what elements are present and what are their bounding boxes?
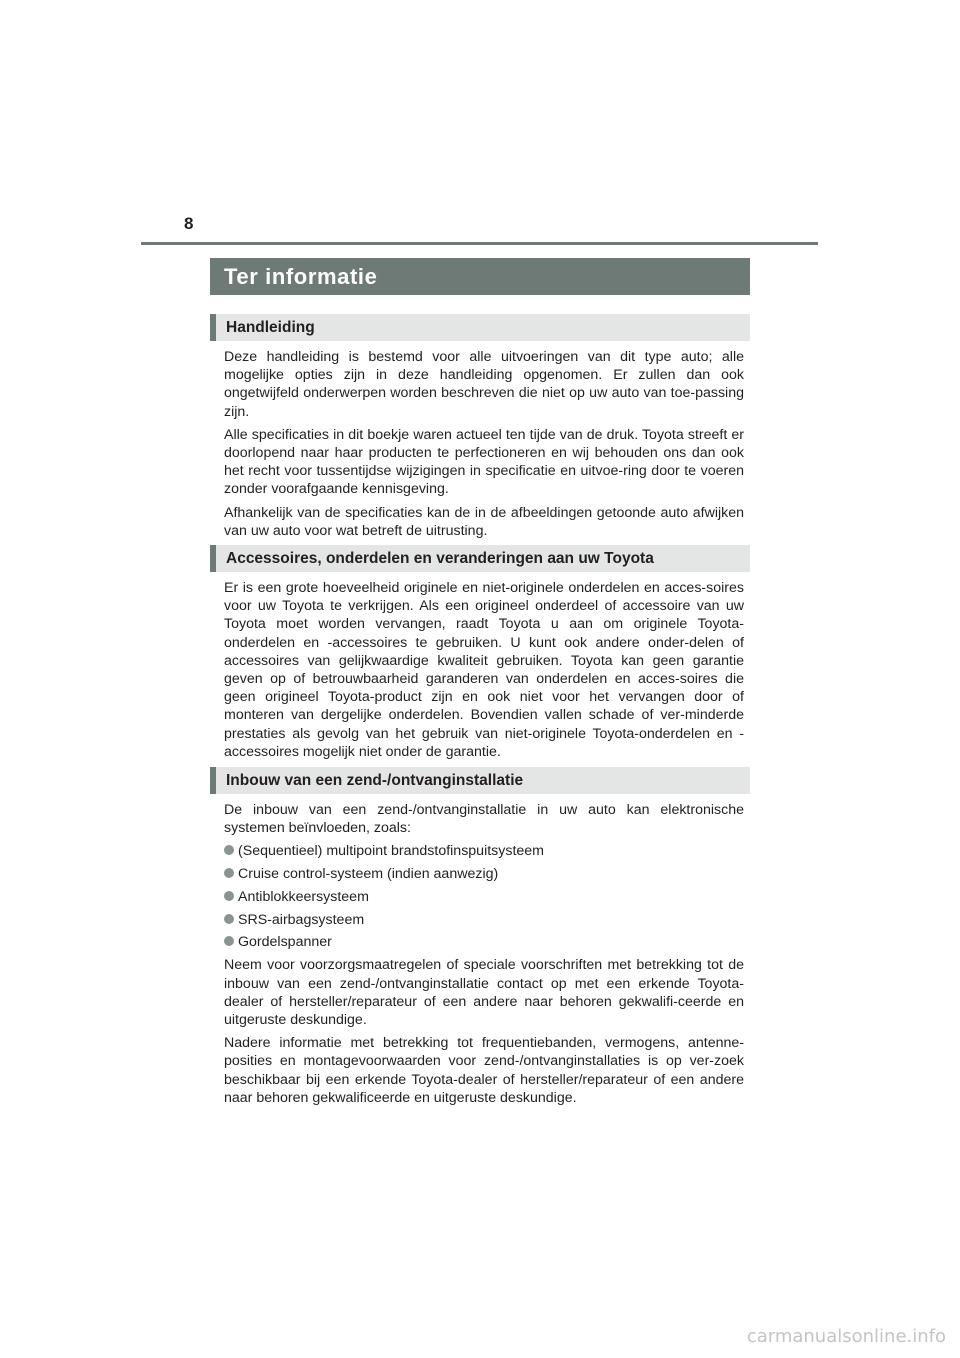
list-item-text: Cruise control-systeem (indien aanwezig) — [238, 866, 499, 883]
page-title: Ter informatie — [210, 258, 750, 295]
bullet-icon — [224, 936, 234, 946]
page-number: 8 — [184, 214, 194, 233]
bullet-icon — [224, 868, 234, 878]
header-rule — [141, 242, 818, 245]
section-heading-inbouw — [210, 767, 750, 794]
bullet-list — [224, 842, 744, 951]
section-heading-label: Handleiding — [226, 319, 315, 336]
section-heading-label: Inbouw van een zend-/ontvanginstallatie — [226, 772, 524, 789]
list-item — [224, 888, 744, 906]
section-heading-accessoires — [210, 545, 750, 572]
section-body-handleiding — [224, 348, 744, 545]
bullet-icon — [224, 845, 234, 855]
section-heading-label: Accessoires, onderdelen en veranderingen aan uw Toyota — [226, 550, 654, 567]
section-body-inbouw — [224, 801, 744, 1112]
list-item-text: (Sequentieel) multipoint brandstofinspuitsysteem — [238, 843, 544, 860]
watermark: carmanualsonline.info — [746, 1326, 946, 1347]
paragraph-intro: De inbouw van een zend-/ontvanginstallatie in uw auto kan elektronische systemen beïnvloeden, zoals: — [224, 802, 744, 837]
paragraph: Alle specificaties in dit boekje waren actueel ten tijde van de druk. Toyota streeft er doorlopend naar haar producten te perfectioneren en wij behouden ons dan ook het recht voor tussentijdse wijzigingen in specificatie en uitvoe-ring door te voeren zonder voorafgaande kennisgeving. — [224, 426, 744, 498]
section-heading-handleiding — [210, 314, 750, 341]
paragraph: Afhankelijk van de specificaties kan de in de afbeeldingen getoonde auto afwijken van uw auto voor wat betreft de uitrusting. — [224, 504, 744, 539]
list-item — [224, 842, 744, 860]
bullet-icon — [224, 914, 234, 924]
list-item — [224, 933, 744, 951]
list-item — [224, 865, 744, 883]
list-item-text: Antiblokkeersysteem — [238, 888, 369, 905]
paragraph: Nadere informatie met betrekking tot frequentiebanden, vermogens, antenne-posities en montagevoorwaarden voor zend-/ontvanginstallaties is op ver-zoek beschikbaar bij een erkende Toyota-dealer of hersteller/reparateur of een andere naar behoren gekwalificeerde en uitgeruste deskundige. — [224, 1035, 744, 1106]
list-item-text: SRS-airbagsysteem — [238, 911, 365, 928]
list-item — [224, 911, 744, 929]
list-item-text: Gordelspanner — [238, 934, 332, 951]
paragraph: Neem voor voorzorgsmaatregelen of speciale voorschriften met betrekking tot de inbouw van een zend-/ontvanginstallatie contact op met een erkende Toyota-dealer of hersteller/reparateur of een andere naar behoren gekwalifi-ceerde en uitgeruste deskundige. — [224, 957, 744, 1029]
bullet-icon — [224, 891, 234, 901]
section-body-accessoires — [224, 579, 744, 766]
paragraph: Deze handleiding is bestemd voor alle uitvoeringen van dit type auto; alle mogelijke opties zijn in deze handleiding opgenomen. Er zullen dan ook ongetwijfeld onderwerpen worden beschreven die niet op uw auto van toe-passing zijn. — [224, 349, 744, 420]
paragraph: Er is een grote hoeveelheid originele en niet-originele onderdelen en acces-soires voor uw Toyota te verkrijgen. Als een origineel onderdeel of accessoire van uw Toyota moet worden vervangen, raadt Toyota u aan om originele Toyota-onderdelen en -accessoires te gebruiken. U kunt ook andere onder-delen of accessoires van gelijkwaardige kwaliteit gebruiken. Toyota kan geen garantie geven op of betrouwbaarheid garanderen van onderdelen en acces-soires die geen origineel Toyota-product zijn en ook niet voor het vervangen door of monteren van dergelijke onderdelen. Bovendien vallen schade of ver-minderde prestaties als gevolg van het gebruik van niet-originele Toyota-onderdelen en -accessoires mogelijk niet onder de garantie. — [224, 580, 744, 760]
